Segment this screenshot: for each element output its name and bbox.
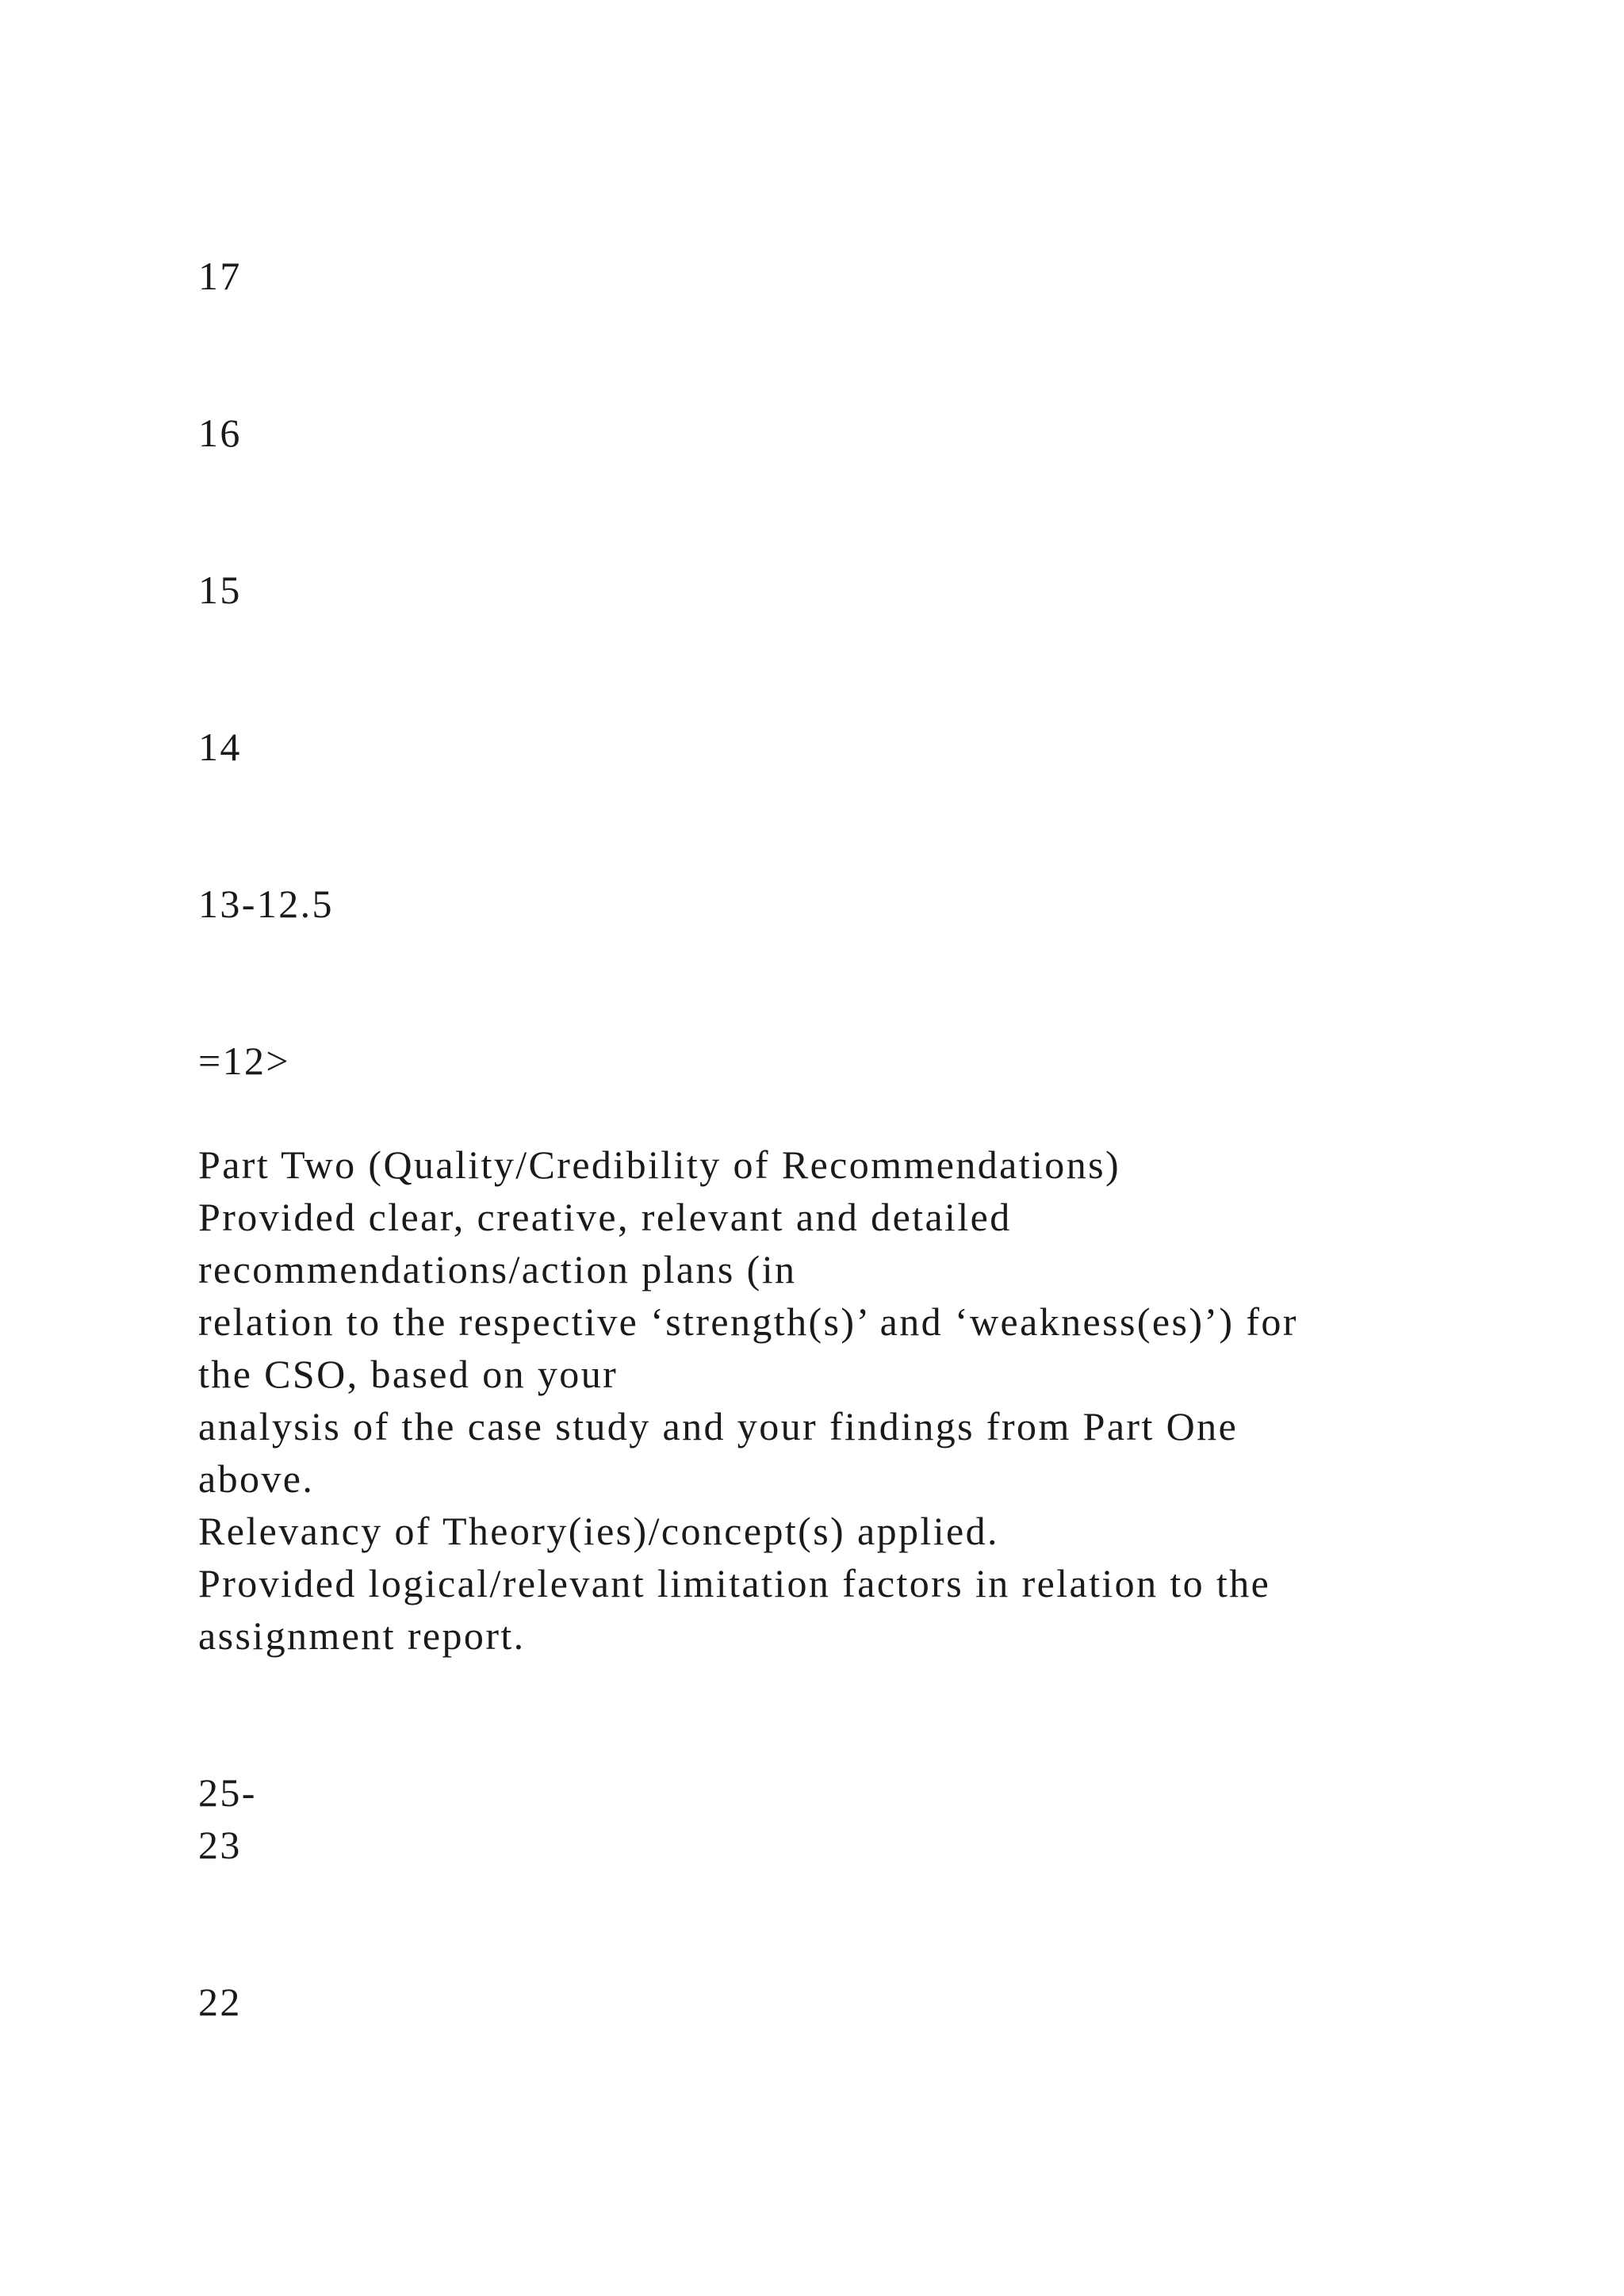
criteria-line: assignment report. bbox=[198, 1613, 526, 1658]
criteria-line: above. bbox=[198, 1456, 315, 1501]
criteria-line: recommendations/action plans (in bbox=[198, 1247, 797, 1292]
score-range-bottom: 23 bbox=[198, 1823, 242, 1867]
criteria-line: analysis of the case study and your findings from Part One bbox=[198, 1404, 1239, 1448]
score-16: 16 bbox=[198, 411, 242, 455]
criteria-line: Provided logical/relevant limitation factors in relation to the bbox=[198, 1561, 1271, 1605]
score-17: 17 bbox=[198, 254, 242, 298]
score-range: 13-12.5 bbox=[198, 882, 334, 926]
score-threshold: =12> bbox=[198, 1039, 290, 1083]
score-15: 15 bbox=[198, 568, 242, 612]
score-range-top: 25- bbox=[198, 1770, 257, 1815]
criteria-line: relation to the respective ‘strength(s)’ and ‘weakness(es)’) for bbox=[198, 1299, 1298, 1344]
part-two-heading: Part Two (Quality/Credibility of Recommendations) bbox=[198, 1142, 1121, 1187]
score-14: 14 bbox=[198, 725, 242, 769]
criteria-line: Relevancy of Theory(ies)/concept(s) applied. bbox=[198, 1509, 999, 1553]
criteria-line: the CSO, based on your bbox=[198, 1352, 619, 1396]
criteria-line: Provided clear, creative, relevant and detailed bbox=[198, 1195, 1012, 1239]
score-22: 22 bbox=[198, 1980, 242, 2024]
